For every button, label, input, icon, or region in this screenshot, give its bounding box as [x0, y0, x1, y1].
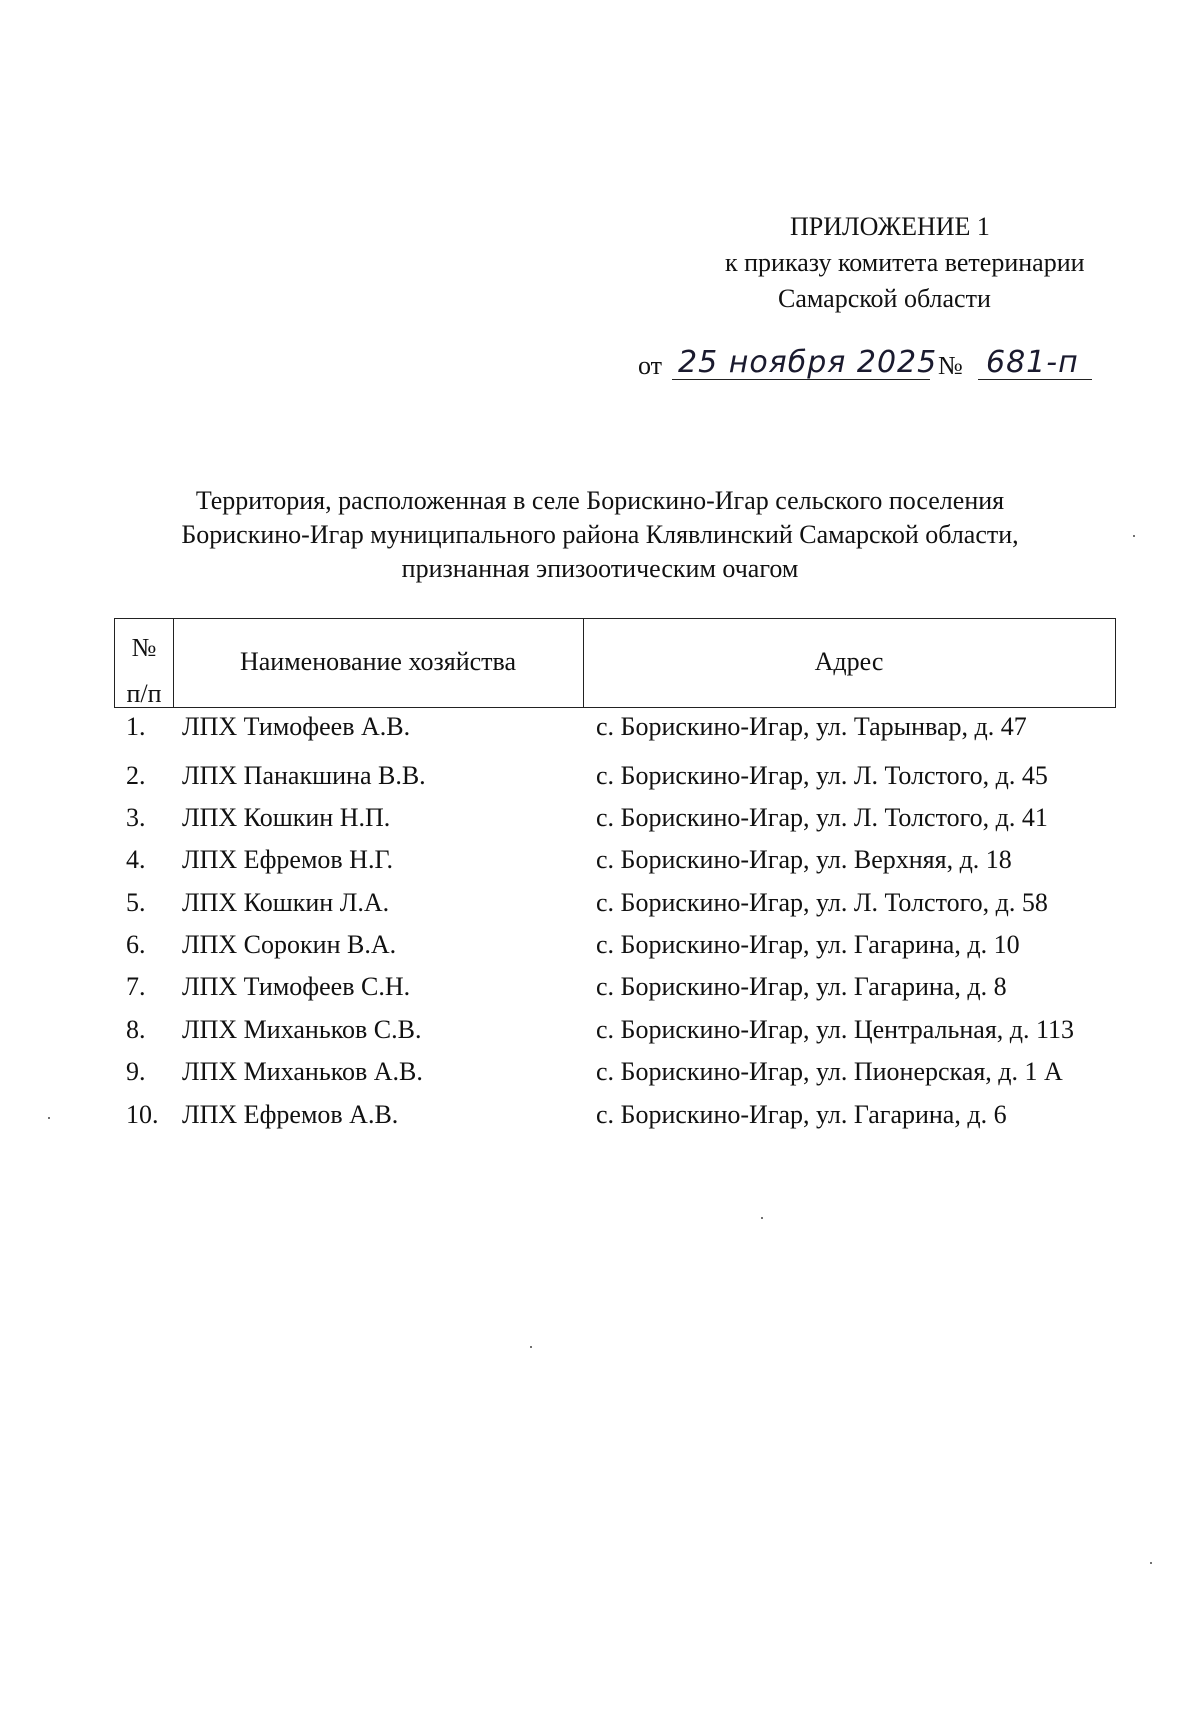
- table-row: [114, 712, 1116, 752]
- row-number: 6.: [126, 930, 146, 959]
- row-farm-name: ЛПХ Кошкин Л.А.: [182, 888, 390, 917]
- appendix-title: ПРИЛОЖЕНИЕ 1: [790, 212, 990, 241]
- row-number: 8.: [126, 1015, 146, 1044]
- row-farm-name: ЛПХ Миханьков С.В.: [182, 1015, 422, 1044]
- title-line-1: Территория, расположенная в селе Борискино-Игар сельского поселения: [195, 486, 1005, 515]
- scan-speck: [48, 1117, 50, 1119]
- row-address: с. Борискино-Игар, ул. Гагарина, д. 10: [596, 930, 1020, 959]
- row-address: с. Борискино-Игар, ул. Л. Толстого, д. 58: [596, 888, 1048, 917]
- document-title: [150, 484, 1050, 586]
- row-farm-name: ЛПХ Тимофеев С.Н.: [182, 972, 411, 1001]
- region-line: Самарской области: [778, 284, 991, 313]
- row-number: 9.: [126, 1057, 146, 1086]
- scan-speck: [1133, 535, 1135, 537]
- order-date-number: [638, 345, 1158, 389]
- table-row: [114, 845, 1116, 885]
- row-address: с. Борискино-Игар, ул. Тарынвар, д. 47: [596, 712, 1027, 741]
- row-number: 2.: [126, 761, 146, 790]
- row-farm-name: ЛПХ Сорокин В.А.: [182, 930, 397, 959]
- row-farm-name: ЛПХ Тимофеев А.В.: [182, 712, 411, 741]
- table-row: [114, 803, 1116, 843]
- header-number-pp: п/п: [126, 679, 162, 708]
- row-address: с. Борискино-Игар, ул. Гагарина, д. 6: [596, 1100, 1007, 1129]
- row-farm-name: ЛПХ Панакшина В.В.: [182, 761, 426, 790]
- table-row: [114, 972, 1116, 1012]
- from-label: от: [638, 351, 663, 380]
- row-address: с. Борискино-Игар, ул. Гагарина, д. 8: [596, 972, 1007, 1001]
- scan-speck: [1150, 1562, 1152, 1564]
- handwritten-number: 681-п: [986, 345, 1079, 380]
- row-number: 5.: [126, 888, 146, 917]
- title-line-3: признанная эпизоотическим очагом: [401, 554, 799, 583]
- header-number: [115, 625, 173, 717]
- row-farm-name: ЛПХ Ефремов А.В.: [182, 1100, 399, 1129]
- number-label: №: [938, 351, 963, 380]
- row-address: с. Борискино-Игар, ул. Верхняя, д. 18: [596, 845, 1012, 874]
- row-number: 4.: [126, 845, 146, 874]
- table-row: [114, 1015, 1116, 1055]
- table-row: [114, 930, 1116, 970]
- row-number: 1.: [126, 712, 146, 741]
- handwritten-date: 25 ноября 2025: [678, 345, 938, 380]
- row-number: 3.: [126, 803, 146, 832]
- row-number: 10.: [126, 1100, 159, 1129]
- header-number-symbol: №: [131, 633, 157, 662]
- header-address: Адрес: [814, 647, 884, 676]
- table-row: [114, 1057, 1116, 1097]
- table-header: [114, 618, 1116, 708]
- table-row: [114, 1100, 1116, 1140]
- scan-speck: [761, 1217, 763, 1219]
- title-line-2: Борискино-Игар муниципального района Клявлинский Самарской области,: [181, 520, 1019, 549]
- row-address: с. Борискино-Игар, ул. Л. Толстого, д. 41: [596, 803, 1048, 832]
- row-farm-name: ЛПХ Ефремов Н.Г.: [182, 845, 394, 874]
- row-address: с. Борискино-Игар, ул. Л. Толстого, д. 45: [596, 761, 1048, 790]
- header-farm-name: Наименование хозяйства: [239, 647, 516, 676]
- table-row: [114, 761, 1116, 801]
- table-row: [114, 888, 1116, 928]
- scan-speck: [530, 1346, 532, 1348]
- row-address: с. Борискино-Игар, ул. Пионерская, д. 1 А: [596, 1057, 1063, 1086]
- row-number: 7.: [126, 972, 146, 1001]
- row-address: с. Борискино-Игар, ул. Центральная, д. 113: [596, 1015, 1075, 1044]
- row-farm-name: ЛПХ Миханьков А.В.: [182, 1057, 423, 1086]
- row-farm-name: ЛПХ Кошкин Н.П.: [182, 803, 391, 832]
- order-reference-line: к приказу комитета ветеринарии: [725, 248, 1085, 277]
